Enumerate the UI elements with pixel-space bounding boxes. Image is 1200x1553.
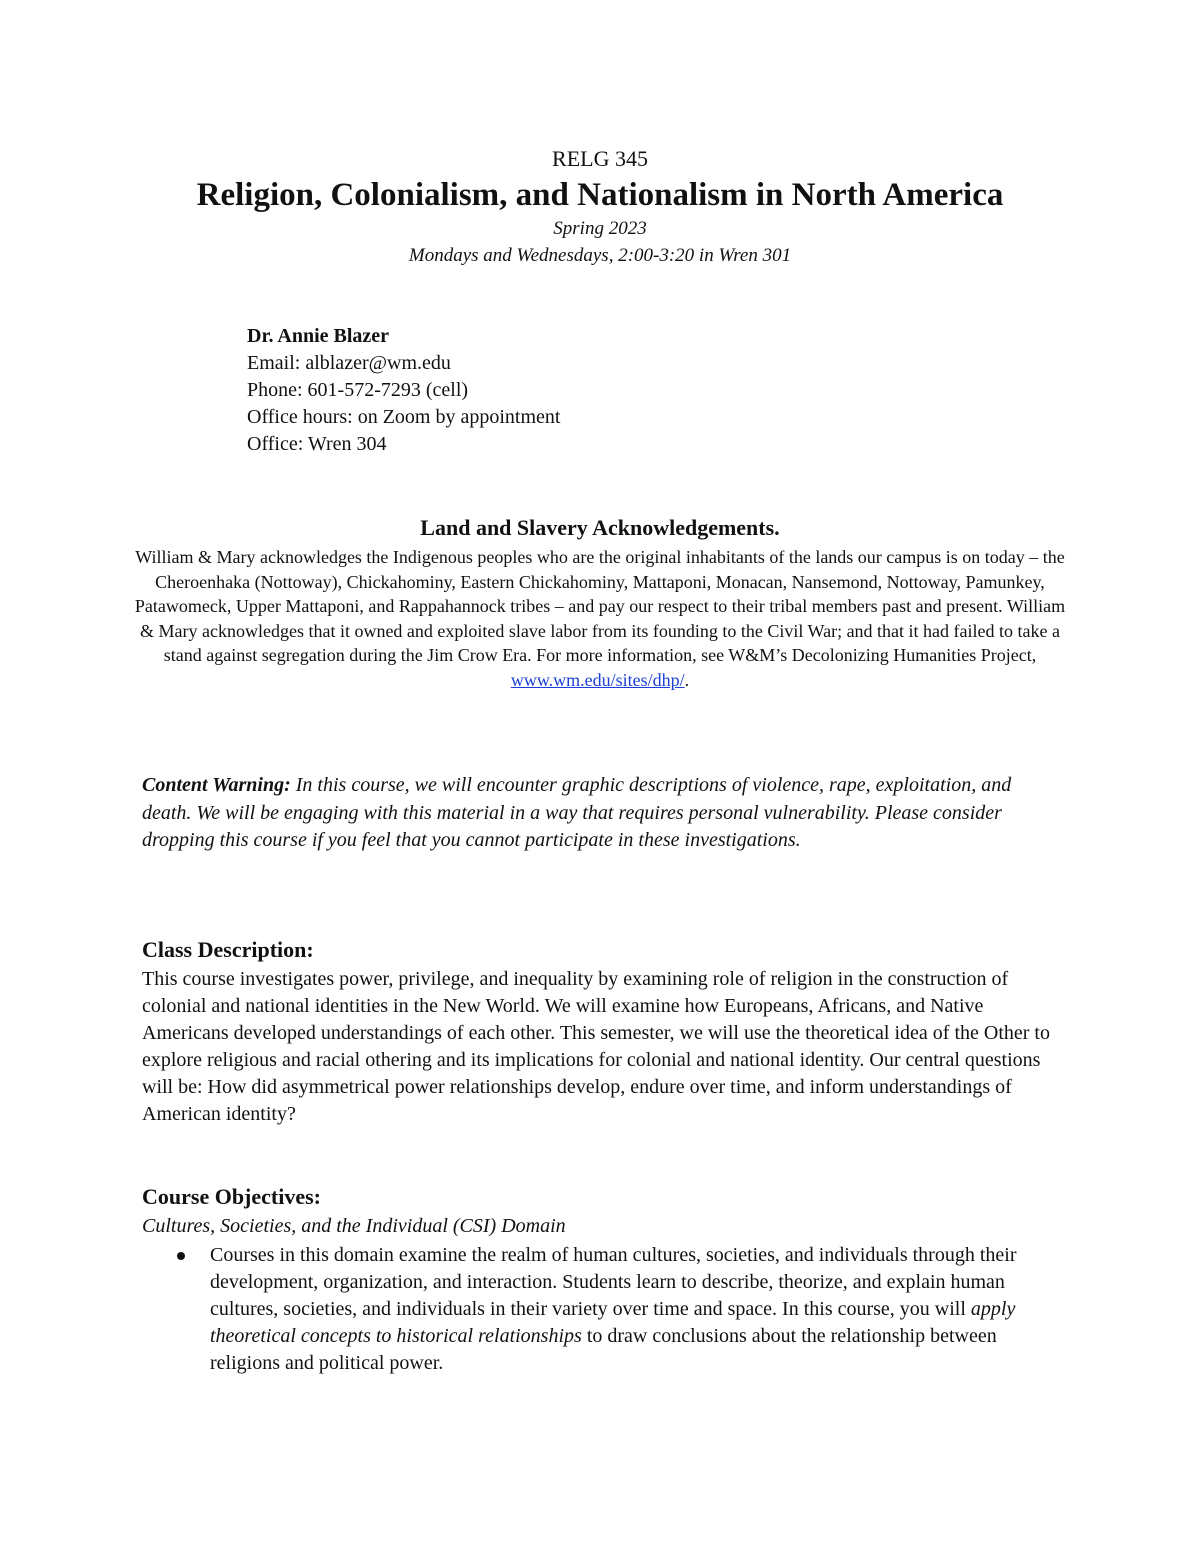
bullet-icon <box>177 1252 185 1260</box>
instructor-contact-block <box>247 323 560 458</box>
acknowledgement-text: William & Mary acknowledges the Indigenous peoples who are the original inhabitants of the lands our campus is on today – the Cheroenhaka (Nottoway), Chickahominy, Eastern Chickahominy, Mattaponi, Monacan, Nansemond, Nottoway, Pamunkey, Patawomeck, Upper Mattaponi, and Rappahannock tribes – and pay our respect to their tribal members past and present. William & Mary acknowledges that it owned and exploited slave labor from its founding to the Civil War; and that it had failed to take a stand against segregation during the Jim Crow Era. For more information, see W&M’s Decolonizing Humanities Project, <box>134 547 1066 665</box>
course-term: Spring 2023 <box>553 218 647 239</box>
acknowledgement-trailing: . <box>684 669 690 690</box>
csi-domain-label: Cultures, Societies, and the Individual (CSI) Domain <box>142 1215 566 1237</box>
class-description-heading: Class Description: <box>142 937 314 962</box>
content-warning <box>142 772 1058 855</box>
course-code: RELG 345 <box>552 146 648 171</box>
dhp-link[interactable]: www.wm.edu/sites/dhp/ <box>510 669 685 690</box>
instructor-office: Office: Wren 304 <box>247 433 387 455</box>
course-schedule: Mondays and Wednesdays, 2:00-3:20 in Wren 301 <box>408 245 792 266</box>
instructor-name: Dr. Annie Blazer <box>247 325 390 347</box>
objectives-list <box>142 1242 1062 1377</box>
course-objectives-heading: Course Objectives: <box>142 1184 322 1209</box>
content-warning-label: Content Warning: <box>142 774 291 796</box>
list-item <box>142 1242 1062 1377</box>
objective-text-before: Courses in this domain examine the realm of human cultures, societies, and individuals through their development, organization, and interaction. Students learn to describe, theorize, and explain human cultures, societies, and individuals in their variety over time and space. In this course, you will <box>210 1244 1017 1320</box>
content-warning-text: In this course, we will encounter graphic descriptions of violence, rape, exploitation, and death. We will be engaging with this material in a way that requires personal vulnerability. Please consider dropping this course if you feel that you cannot participate in these investigations. <box>142 774 1012 851</box>
instructor-office-hours: Office hours: on Zoom by appointment <box>247 406 561 428</box>
class-description-text: This course investigates power, privilege, and inequality by examining role of religion in the construction of colonial and national identities in the New World. We will examine how Europeans, Africans, and Native Americans developed understandings of each other. This semester, we will use the theoretical idea of the Other to explore religious and racial othering and its implications for colonial and national identity. Our central questions will be: How did asymmetrical power relationships develop, endure over time, and inform understandings of American identity? <box>142 968 1050 1125</box>
acknowledgement-body <box>130 545 1070 692</box>
objective-text-after: to draw conclusions about the relationship between religions and political power. <box>210 1325 997 1374</box>
instructor-phone: Phone: 601-572-7293 (cell) <box>247 379 469 401</box>
objective-emphasis: apply theoretical concepts to historical relationships <box>210 1298 1016 1347</box>
instructor-email: Email: alblazer@wm.edu <box>247 352 451 374</box>
course-title: Religion, Colonialism, and Nationalism in North America <box>196 177 1004 213</box>
acknowledgement-heading: Land and Slavery Acknowledgements. <box>420 515 780 540</box>
